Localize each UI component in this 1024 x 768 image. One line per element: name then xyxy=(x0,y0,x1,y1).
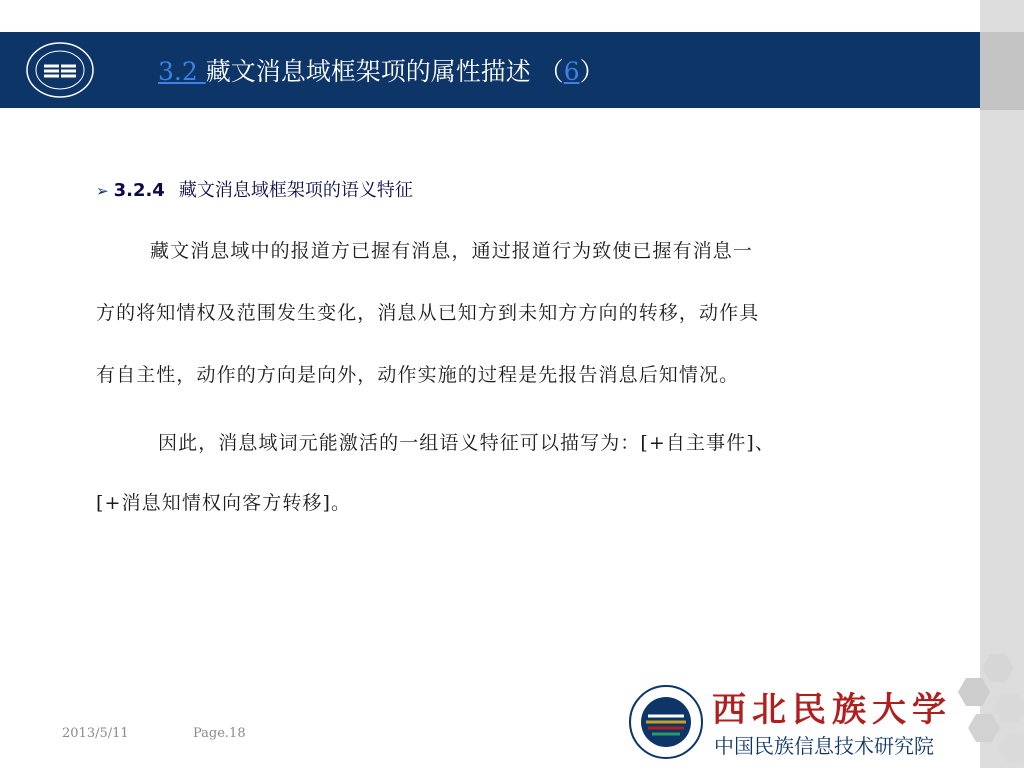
title-text: 藏文消息域框架项的属性描述 xyxy=(205,57,531,86)
paragraph-1-line-2: 方的将知情权及范围发生变化，消息从已知方到未知方方向的转移，动作具 xyxy=(96,302,760,324)
section-heading-text: 藏文消息域框架项的语义特征 xyxy=(178,180,413,201)
title-paren-close: ） xyxy=(579,57,605,86)
university-name: 西北民族大学 xyxy=(712,690,952,730)
bullet-arrow-icon: ➢ xyxy=(96,182,109,200)
paragraph-2-line-2: [+消息知情权向客方转移]。 xyxy=(96,492,352,514)
footer-date: 2013/5/11 xyxy=(62,726,129,741)
university-logo-icon xyxy=(24,40,96,100)
university-emblem-icon xyxy=(628,684,704,760)
side-strip-dark-block xyxy=(980,32,1024,110)
title-section-link[interactable]: 3.2 xyxy=(158,57,206,86)
slide-title xyxy=(158,52,605,88)
title-paren-open: （ xyxy=(530,57,564,86)
title-number-link[interactable]: 6 xyxy=(563,57,580,86)
paragraph-1-line-1: 藏文消息域中的报道方已握有消息，通过报道行为致使已握有消息一 xyxy=(150,240,754,262)
institute-name: 中国民族信息技术研究院 xyxy=(714,734,934,758)
paragraph-2-line-1: 因此，消息域词元能激活的一组语义特征可以描写为：[+自主事件]、 xyxy=(158,432,775,454)
paragraph-1-line-3: 有自主性，动作的方向是向外，动作实施的过程是先报告消息后知情况。 xyxy=(96,364,740,386)
title-bar xyxy=(0,32,980,108)
section-heading xyxy=(96,176,413,202)
footer-page-number: Page.18 xyxy=(193,726,246,741)
section-number: 3.2.4 xyxy=(113,180,165,201)
hexagon-decoration-icon xyxy=(940,644,1024,768)
